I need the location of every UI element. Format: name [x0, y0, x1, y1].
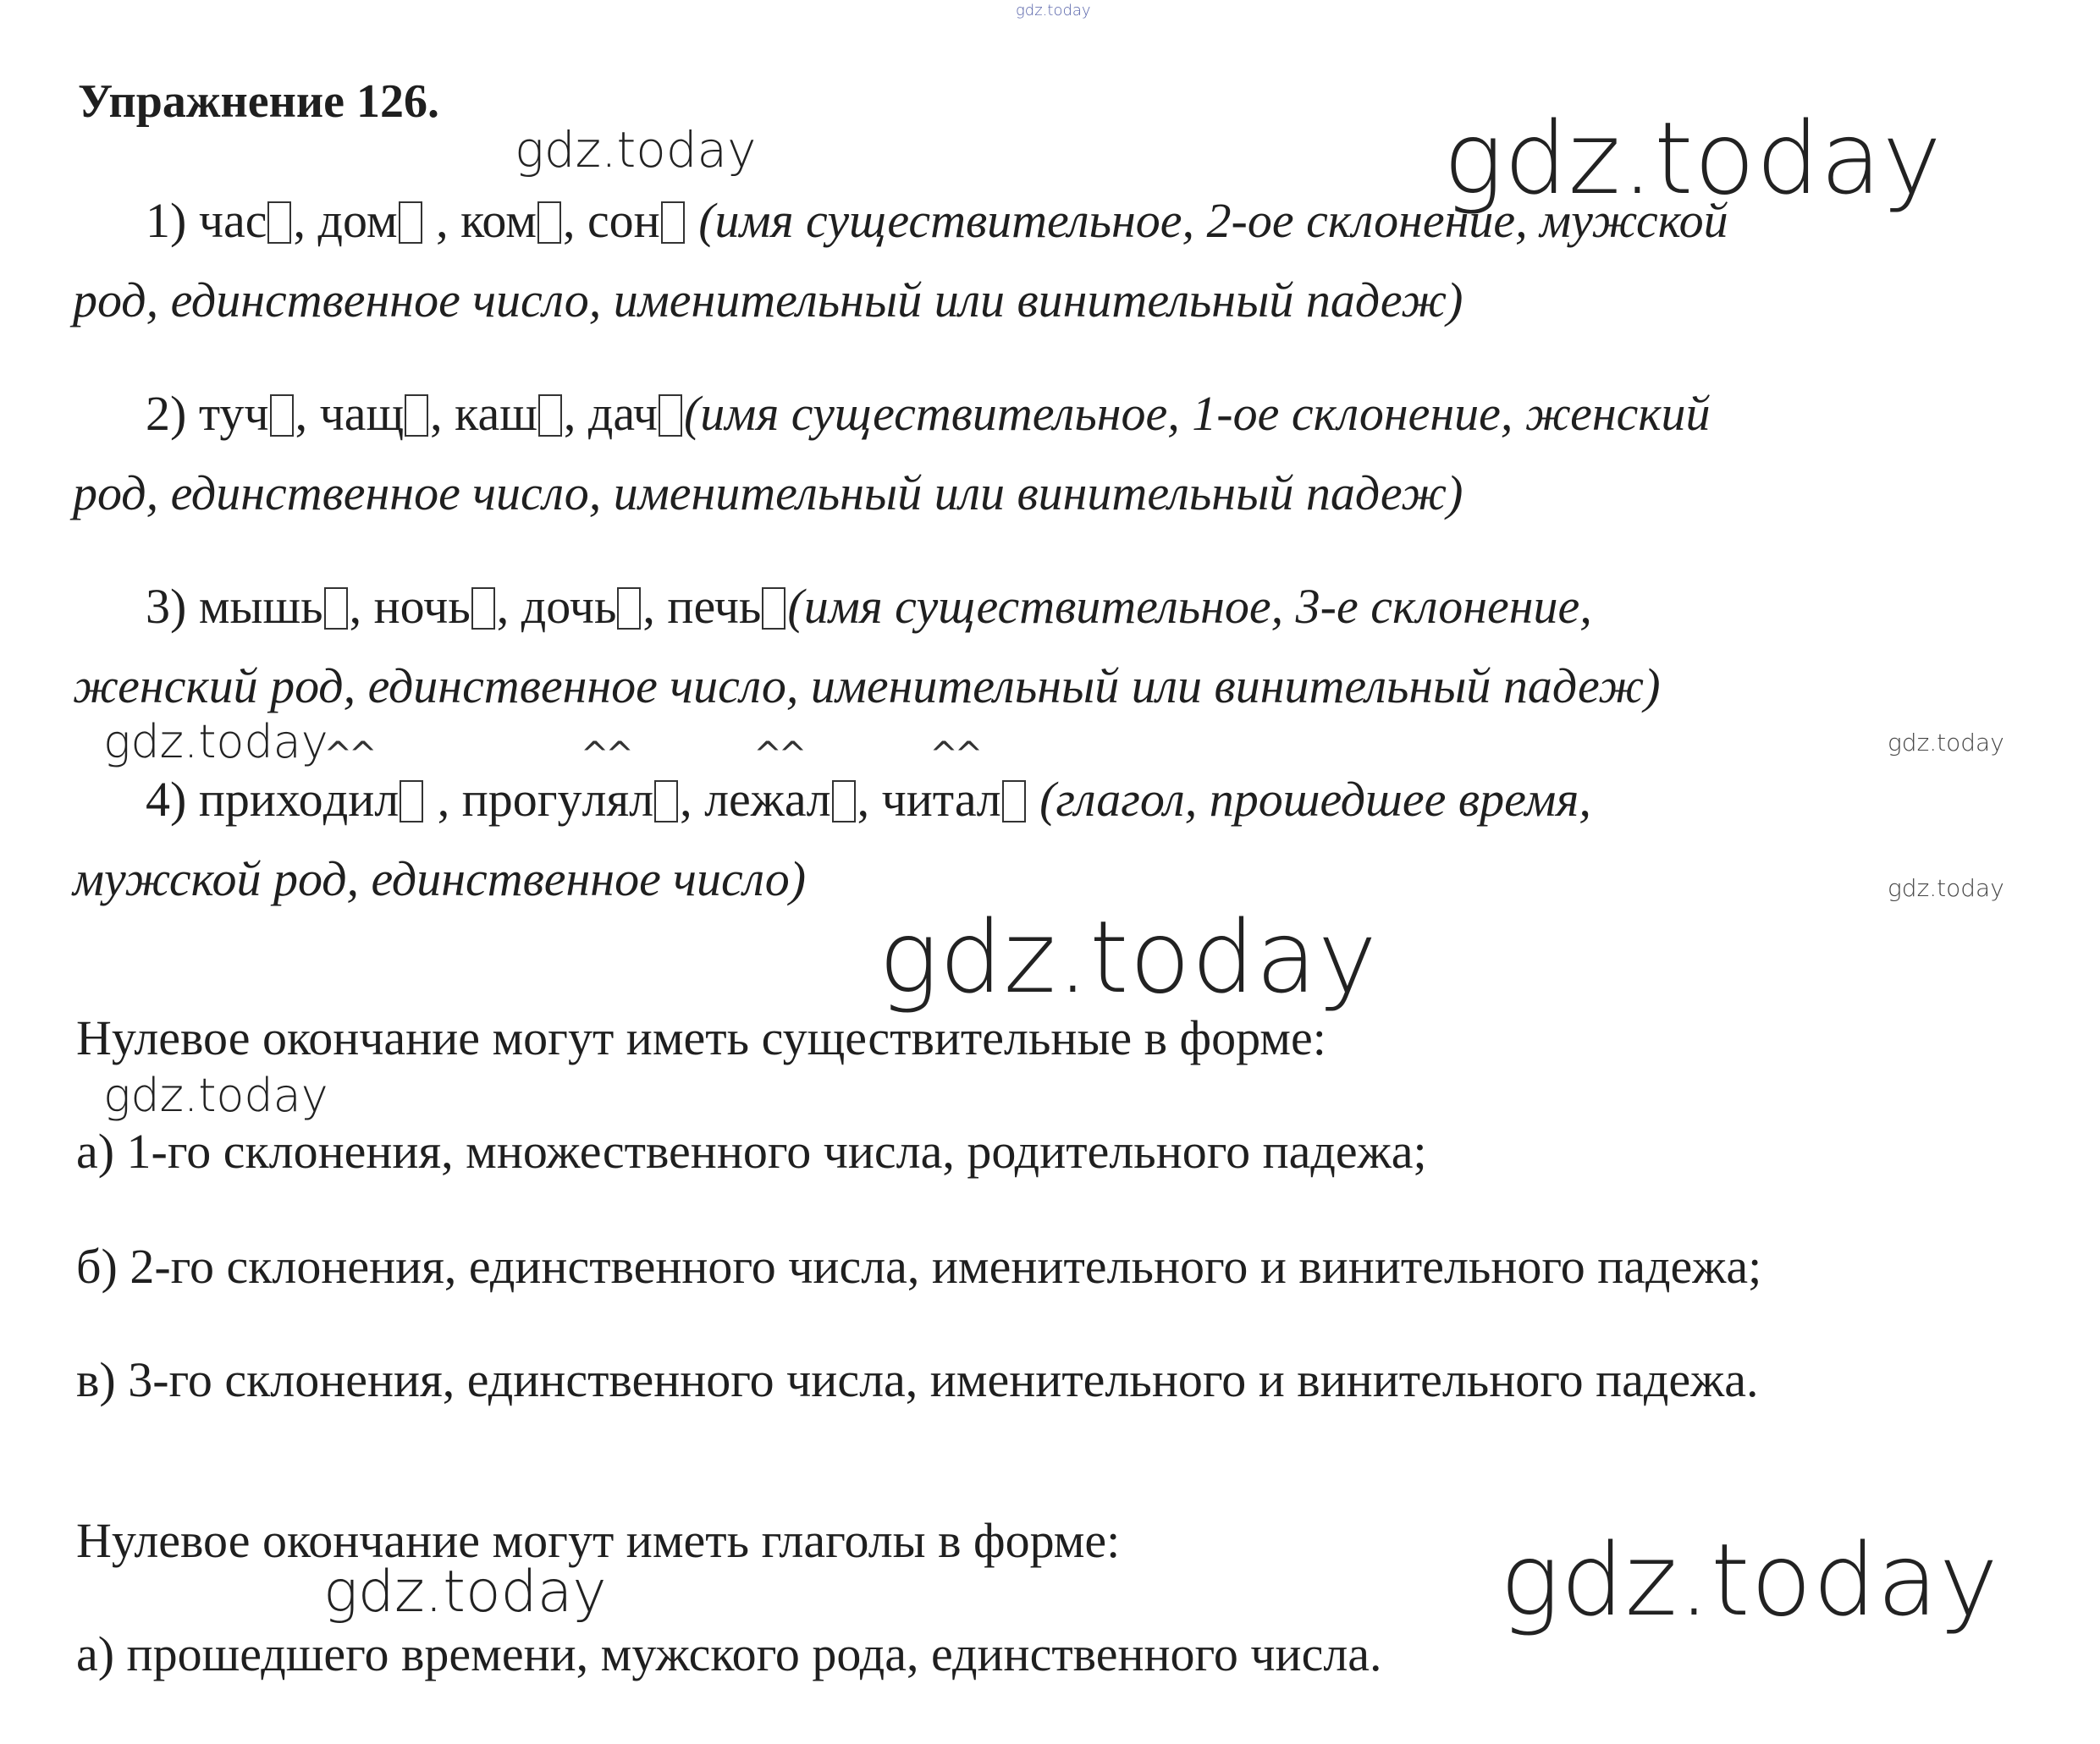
ending-box: [270, 394, 294, 437]
ending-box: [1002, 780, 1026, 822]
item-3-line-2: женский род, единственное число, именительный или винительный падеж): [73, 658, 1661, 713]
item-4-word: , ле: [680, 772, 751, 827]
ending-box: [832, 780, 856, 822]
item-1-line-2: род, единственное число, именительный или винительный падеж): [73, 272, 1463, 327]
watermark-left-mid: gdz.today: [103, 715, 328, 768]
item-2-word: , чащ: [295, 386, 405, 441]
item-4-line-2: мужской род, единственное число): [73, 851, 807, 906]
watermark-title: gdz.today: [515, 121, 757, 179]
verbs-item-a: а) прошедшего времени, мужского рода, единственного числа.: [76, 1626, 1382, 1681]
watermark-center: gdz.today: [879, 899, 1378, 1015]
item-4-line-1: 4) прихо^^ дил , прогу^^ лял , ле^^ жал , чи^^ тал (глагол, прошедшее время,: [146, 775, 1591, 824]
watermark-right-small-1: gdz.today: [1888, 729, 2004, 756]
ending-box: [324, 587, 348, 630]
item-2-word: , каш: [430, 386, 537, 441]
nouns-item-a: а) 1-го склонения, множественного числа, родительного падежа;: [76, 1124, 1427, 1179]
ending-box: [538, 394, 562, 437]
nouns-item-b: б) 2-го склонения, единственного числа, именительного и винительного падежа;: [76, 1239, 1762, 1294]
exercise-title: Упражнение 126.: [78, 75, 440, 128]
ending-box: [399, 201, 422, 244]
item-2-comment: (имя существительное, 1-ое склонение, женский: [683, 386, 1711, 441]
ending-box: [659, 394, 682, 437]
item-2-line-2: род, единственное число, именительный или винительный падеж): [73, 465, 1463, 520]
item-4-word: , прогу: [425, 772, 582, 827]
ending-box: [654, 780, 678, 822]
item-3-word: 3) мышь: [146, 579, 323, 634]
item-3-word: , печь: [642, 579, 762, 634]
item-3-word: , ночь: [349, 579, 471, 634]
item-4-word: , чи: [857, 772, 933, 827]
ending-box: [400, 780, 423, 822]
watermark-bottom-right: gdz.today: [1500, 1521, 1999, 1638]
item-3-word: , дочь: [496, 579, 617, 634]
ending-box: [471, 587, 495, 630]
suffix-mark: ^^ жа: [751, 775, 807, 824]
suffix-mark: ^^ ди: [323, 775, 375, 824]
ending-box: [617, 587, 641, 630]
item-1-line-1: [146, 193, 1728, 248]
ending-box: [661, 201, 685, 244]
ending-box: [537, 201, 561, 244]
item-1-comment: (имя существительное, 2-ое склонение, мужской: [698, 193, 1728, 248]
ending-box: [762, 587, 785, 630]
item-1-word: , ком: [423, 193, 537, 248]
suffix-mark: ^^ ля: [582, 775, 630, 824]
item-4-comment: (глагол, прошедшее время,: [1027, 772, 1591, 827]
item-2-word: , дач: [563, 386, 658, 441]
item-1-word: 1) час: [146, 193, 267, 248]
watermark-right-small-2: gdz.today: [1888, 874, 2004, 902]
item-3-comment: (имя существительное, 3-е склонение,: [787, 579, 1592, 634]
item-1-word: , дом: [293, 193, 398, 248]
item-4-word: 4) прихо: [146, 772, 323, 827]
watermark-left-lower: gdz.today: [103, 1069, 328, 1122]
item-2-line-1: [146, 386, 1711, 441]
verbs-header: Нулевое окончание могут иметь глаголы в форме:: [76, 1513, 1121, 1568]
watermark-bottom-left: gdz.today: [323, 1559, 607, 1626]
watermark-tiny: gdz.today: [1016, 2, 1091, 19]
item-3-line-1: [146, 579, 1592, 634]
suffix-mark: ^^ та: [933, 775, 977, 824]
nouns-header: Нулевое окончание могут иметь существительные в форме:: [76, 1010, 1326, 1065]
ending-box: [267, 201, 291, 244]
ending-box: [405, 394, 428, 437]
nouns-item-c: в) 3-го склонения, единственного числа, именительного и винительного падежа.: [76, 1352, 1759, 1407]
item-1-word: , сон: [562, 193, 660, 248]
item-2-word: 2) туч: [146, 386, 269, 441]
watermark-top-right: gdz.today: [1443, 100, 1943, 217]
